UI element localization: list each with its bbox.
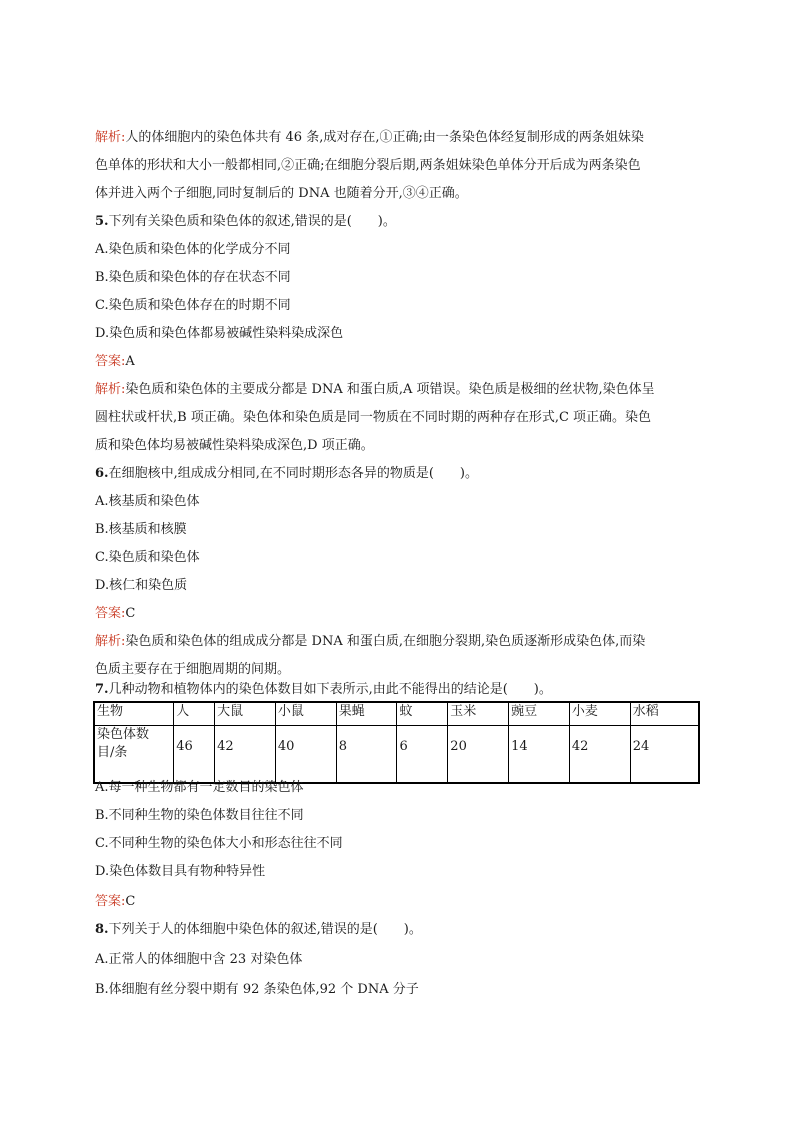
q5-analysis-line-1 (95, 380, 695, 400)
answer-value: A (125, 354, 135, 369)
table-cell: 20 (448, 726, 509, 784)
answer-value: C (125, 894, 136, 909)
question-number: 8. (95, 922, 109, 937)
table-cell: 24 (630, 726, 699, 784)
table-cell: 8 (336, 726, 397, 784)
q7-option-b: B.不同种生物的染色体数目往往不同 (95, 808, 304, 823)
question-number: 6. (95, 466, 109, 481)
table-cell: 42 (569, 726, 630, 784)
q6-analysis-line-2: 色质主要存在于细胞周期的间期。 (95, 662, 291, 677)
q8-option-b: B.体细胞有丝分裂中期有 92 条染色体,92 个 DNA 分子 (95, 982, 419, 997)
table-header-row (94, 702, 699, 726)
answer-label: 答案: (95, 894, 126, 909)
q6-option-d: D.核仁和染色质 (95, 578, 188, 593)
analysis-text: 染色质和染色体的主要成分都是 DNA 和蛋白质,A 项错误。染色质是极细的丝状物,染色体呈 (125, 382, 655, 397)
answer-label: 答案: (95, 354, 126, 369)
q6-option-c: C.染色质和染色体 (95, 550, 200, 565)
table-header-cell: 水稻 (630, 702, 699, 726)
question-number: 5. (95, 214, 109, 229)
table-header-cell: 人 (174, 702, 215, 726)
analysis-label: 解析: (95, 634, 126, 649)
analysis-label: 解析: (95, 130, 126, 145)
q5-analysis-line-3: 质和染色体均易被碱性染料染成深色,D 项正确。 (95, 438, 374, 453)
question-8-stem (95, 920, 695, 940)
q5-option-d: D.染色质和染色体都易被碱性染料染成深色 (95, 326, 344, 341)
table-cell: 14 (509, 726, 570, 784)
table-header-cell: 玉米 (448, 702, 509, 726)
q6-answer (95, 604, 695, 624)
answer-label: 答案: (95, 606, 126, 621)
analysis-label: 解析: (95, 382, 126, 397)
q5-option-b: B.染色质和染色体的存在状态不同 (95, 270, 291, 285)
table-row-label (94, 726, 174, 784)
table-header-cell: 小麦 (569, 702, 630, 726)
q7-option-a: A.每一种生物都有一定数目的染色体 (95, 780, 304, 795)
chromosome-count-table (93, 701, 700, 784)
question-text: 下列关于人的体细胞中染色体的叙述,错误的是( )。 (108, 922, 422, 937)
q4-analysis-line-2: 色单体的形状和大小一般都相同,②正确;在细胞分裂后期,两条姐妹染色单体分开后成为两条染色 (95, 158, 641, 173)
question-number: 7. (95, 682, 109, 697)
q8-option-a: A.正常人的体细胞中含 23 对染色体 (95, 952, 303, 967)
table-header-cell: 果蝇 (336, 702, 397, 726)
row-label-line: 目/条 (97, 745, 128, 760)
table-cell: 46 (174, 726, 215, 784)
q5-option-a: A.染色质和染色体的化学成分不同 (95, 242, 291, 257)
analysis-text: 人的体细胞内的染色体共有 46 条,成对存在,①正确;由一条染色体经复制形成的两条姐妹染 (125, 130, 644, 145)
table-cell: 40 (275, 726, 336, 784)
question-5-stem (95, 212, 695, 232)
q6-option-b: B.核基质和核膜 (95, 522, 187, 537)
q4-analysis-line-3: 体并进入两个子细胞,同时复制后的 DNA 也随着分开,③④正确。 (95, 186, 468, 201)
table-header-cell: 生物 (94, 702, 174, 726)
table-header-cell: 蚊 (397, 702, 448, 726)
q4-analysis-line-1 (95, 128, 695, 148)
question-text: 几种动物和植物体内的染色体数目如下表所示,由此不能得出的结论是( )。 (108, 682, 552, 697)
question-text: 下列有关染色质和染色体的叙述,错误的是( )。 (108, 214, 396, 229)
question-6-stem (95, 464, 695, 484)
table-cell: 42 (215, 726, 276, 784)
q6-analysis-line-1 (95, 632, 695, 652)
table-header-cell: 小鼠 (275, 702, 336, 726)
table-header-cell: 大鼠 (215, 702, 276, 726)
q7-option-d: D.染色体数目具有物种特异性 (95, 864, 266, 879)
table-cell: 6 (397, 726, 448, 784)
q5-option-c: C.染色质和染色体存在的时期不同 (95, 298, 291, 313)
question-7-stem (95, 680, 695, 700)
question-text: 在细胞核中,组成成分相同,在不同时期形态各异的物质是( )。 (108, 466, 478, 481)
analysis-text: 染色质和染色体的组成成分都是 DNA 和蛋白质,在细胞分裂期,染色质逐渐形成染色体,而染 (125, 634, 646, 649)
q7-answer (95, 892, 695, 912)
q5-analysis-line-2: 圆柱状或杆状,B 项正确。染色体和染色质是同一物质在不同时期的两种存在形式,C 项正确。染色 (95, 410, 652, 425)
table-row (94, 726, 699, 784)
table-header-cell: 豌豆 (509, 702, 570, 726)
q6-option-a: A.核基质和染色体 (95, 494, 200, 509)
q7-option-c: C.不同种生物的染色体大小和形态往往不同 (95, 836, 343, 851)
row-label-line: 染色体数 (97, 727, 150, 742)
answer-value: C (125, 606, 136, 621)
q5-answer (95, 352, 695, 372)
